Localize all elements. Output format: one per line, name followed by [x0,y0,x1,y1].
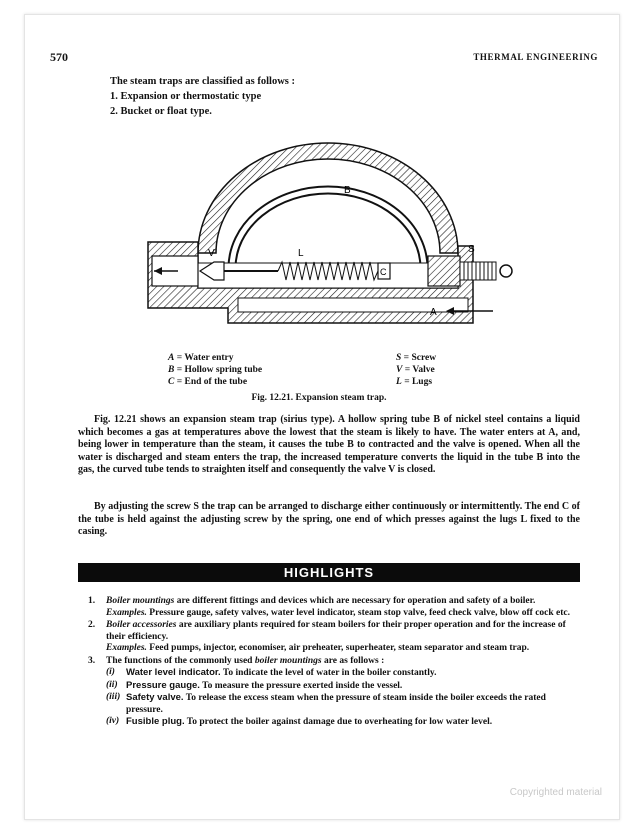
label-v: V [208,248,215,259]
figure-caption: Fig. 12.21. Expansion steam trap. [251,393,387,403]
list-item: 1. Boiler mountings are different fittings and devices which are necessary for operation and safety of a boiler. Examples. Pressure gauge, safety valves, water level indicator, steam stop valve, feed check valve, blow off cock etc. [88,596,571,618]
legend-entry: B = Hollow spring tube [168,365,263,375]
intro-line: 1. Expansion or thermostatic type [110,91,262,102]
list-item: 3. The functions of the commonly used boiler mountings are as follows : (i) Water level indicator. To indicate the level of water in the boiler constantly. (ii) Pressure gauge. To measure the pressure exerted inside the vessel. (iii) Safety valve. To release the excess steam when the pressure of steam inside the boiler exceeds the rated pressure. (iv) Fusible plug. To protect the boiler against damage due to overheating for low water level. [88,656,580,729]
label-b: B [344,185,351,196]
legend-entry: S = Screw [396,353,437,363]
legend-entry: V = Valve [396,365,435,375]
sub-list-item: (ii) Pressure gauge. To measure the pressure exerted inside the vessel. [106,679,403,691]
body-paragraph: Fig. 12.21 shows an expansion steam trap (sirius type). A hollow spring tube B of nickel steel contains a liquid which becomes a gas at temperatures above the lowest that the steam is likely to have. The water enters at A, and, being lower in temperature than the steam, it causes the tube B to contracted and the valve is opened. When all the water is discharged and steam enters the trap, the increased temperature converts the liquid in the tube B into the gas, the curved tube tends to straighten itself and consequently the valve V is closed. [78,414,580,475]
copyright-watermark: Copyrighted material [509,787,602,798]
figure-legend-right [396,352,436,388]
legend-entry: C = End of the tube [168,377,248,387]
highlights-heading: HIGHLIGHTS [78,563,580,582]
label-c: C [380,267,387,277]
legend-entry: A = Water entry [168,353,234,363]
label-s: S [468,244,475,255]
highlights-list [88,596,580,730]
steam-trap-figure [128,138,528,353]
body-paragraph: By adjusting the screw S the trap can be arranged to discharge either continuously or intermittently. The end C of the tube is held against the adjusting screw by the spring, one end of which presses against the lugs L fixed to the casing. [78,501,580,537]
sub-list-item: (iii) Safety valve. To release the excess steam when the pressure of steam inside the boiler exceeds the rated pressure. [106,692,546,715]
intro-text [110,74,295,119]
legend-entry: L = Lugs [396,377,433,387]
label-l: L [298,248,304,259]
intro-line: The steam traps are classified as follows : [110,76,295,87]
intro-line: 2. Bucket or float type. [110,106,212,117]
list-item: 2. Boiler accessories are auxiliary plants required for steam boilers for their proper operation and for the increase of their efficiency. Examples. Feed pumps, injector, economiser, air preheater, superheater, steam separator and steam trap. [88,620,566,653]
figure-legend-left [168,352,262,388]
sub-list-item: (iv) Fusible plug. To protect the boiler against damage due to overheating for low water level. [106,716,493,727]
sub-list-item: (i) Water level indicator. To indicate the level of water in the boiler constantly. [106,667,437,678]
running-head: THERMAL ENGINEERING [473,52,598,62]
label-a: A [430,307,437,318]
spring-tube [232,190,424,268]
adjusting-screw [460,262,496,280]
page-number: 570 [50,50,68,64]
